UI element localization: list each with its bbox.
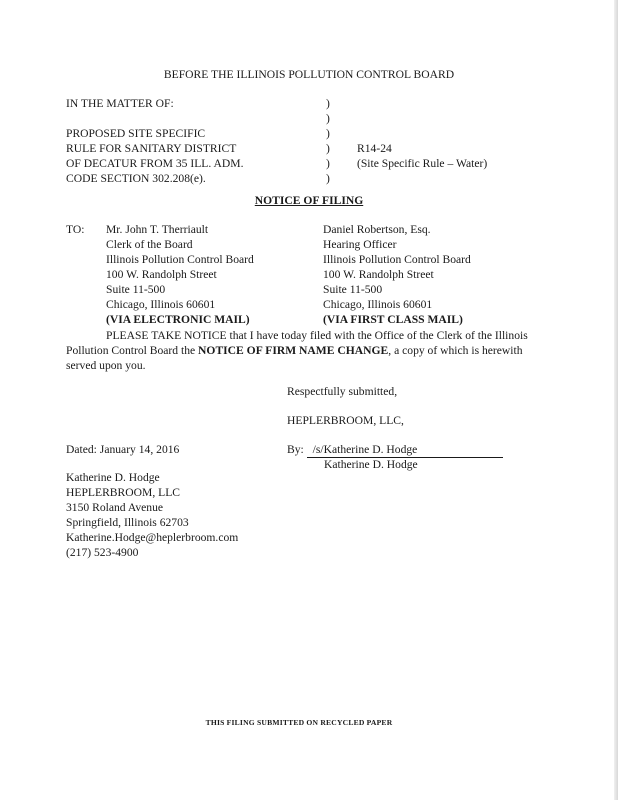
contact-email: Katherine.Hodge@heplerbroom.com xyxy=(66,531,239,544)
bracket: ) xyxy=(326,112,330,125)
notice-text-end: , a copy of which is herewith served upon you. xyxy=(66,344,523,372)
notice-text: PLEASE TAKE NOTICE that I have today filed with the Office of the Clerk of the Illinois Pollution Control Board the xyxy=(66,329,528,357)
contact-block xyxy=(66,470,238,560)
recipient-line: Suite 11-500 xyxy=(106,283,166,296)
caption-matter xyxy=(66,96,243,186)
recipient-line: 100 W. Randolph Street xyxy=(323,268,434,281)
firm-name: HEPLERBROOM, LLC, xyxy=(287,414,404,427)
contact-line: HEPLERBROOM, LLC xyxy=(66,486,181,499)
notice-title: NOTICE OF FILING xyxy=(254,194,364,207)
contact-phone: (217) 523-4900 xyxy=(66,546,139,559)
caption-brackets xyxy=(326,96,330,186)
closing: Respectfully submitted, xyxy=(287,385,398,398)
e-signature: /s/Katherine D. Hodge xyxy=(307,442,503,458)
caption-line xyxy=(66,111,243,126)
caption-line: OF DECATUR FROM 35 ILL. ADM. xyxy=(66,157,244,170)
recipient-hearing-officer xyxy=(323,222,471,327)
bracket: ) xyxy=(326,157,330,170)
recipient-clerk xyxy=(106,222,254,327)
bracket: ) xyxy=(326,127,330,140)
caption-line: RULE FOR SANITARY DISTRICT xyxy=(66,142,237,155)
recipient-line: Illinois Pollution Control Board xyxy=(106,253,254,266)
recipient-line: Hearing Officer xyxy=(323,238,397,251)
delivery-method: (VIA FIRST CLASS MAIL) xyxy=(323,313,463,326)
caption-line: PROPOSED SITE SPECIFIC xyxy=(66,127,206,140)
case-number: R14-24 xyxy=(357,142,392,155)
recipient-line: Chicago, Illinois 60601 xyxy=(106,298,216,311)
contact-line: Katherine D. Hodge xyxy=(66,471,160,484)
page-edge-shadow xyxy=(614,0,618,800)
caption-line: CODE SECTION 302.208(e). xyxy=(66,172,206,185)
delivery-method: (VIA ELECTRONIC MAIL) xyxy=(106,313,250,326)
to-label: TO: xyxy=(66,223,85,236)
case-type: (Site Specific Rule – Water) xyxy=(357,157,488,170)
contact-line: Springfield, Illinois 62703 xyxy=(66,516,189,529)
bracket: ) xyxy=(326,97,330,110)
signer-name: Katherine D. Hodge xyxy=(324,458,418,471)
recipient-line: 100 W. Randolph Street xyxy=(106,268,217,281)
recycled-paper-footer: THIS FILING SUBMITTED ON RECYCLED PAPER xyxy=(205,718,393,727)
recipient-line: Suite 11-500 xyxy=(323,283,383,296)
recipient-line: Clerk of the Board xyxy=(106,238,193,251)
date-line: Dated: January 14, 2016 xyxy=(66,443,180,456)
recipient-line: Illinois Pollution Control Board xyxy=(323,253,471,266)
signature-line xyxy=(287,442,503,458)
caption-line: IN THE MATTER OF: xyxy=(66,97,174,110)
document-name: NOTICE OF FIRM NAME CHANGE xyxy=(198,344,389,357)
bracket: ) xyxy=(326,172,330,185)
contact-line: 3150 Roland Avenue xyxy=(66,501,164,514)
notice-paragraph xyxy=(66,328,546,373)
bracket: ) xyxy=(326,142,330,155)
board-heading: BEFORE THE ILLINOIS POLLUTION CONTROL BOARD xyxy=(163,68,455,81)
recipient-line: Mr. John T. Therriault xyxy=(106,223,209,236)
by-label: By: xyxy=(287,443,304,456)
recipient-line: Daniel Robertson, Esq. xyxy=(323,223,431,236)
recipient-line: Chicago, Illinois 60601 xyxy=(323,298,433,311)
